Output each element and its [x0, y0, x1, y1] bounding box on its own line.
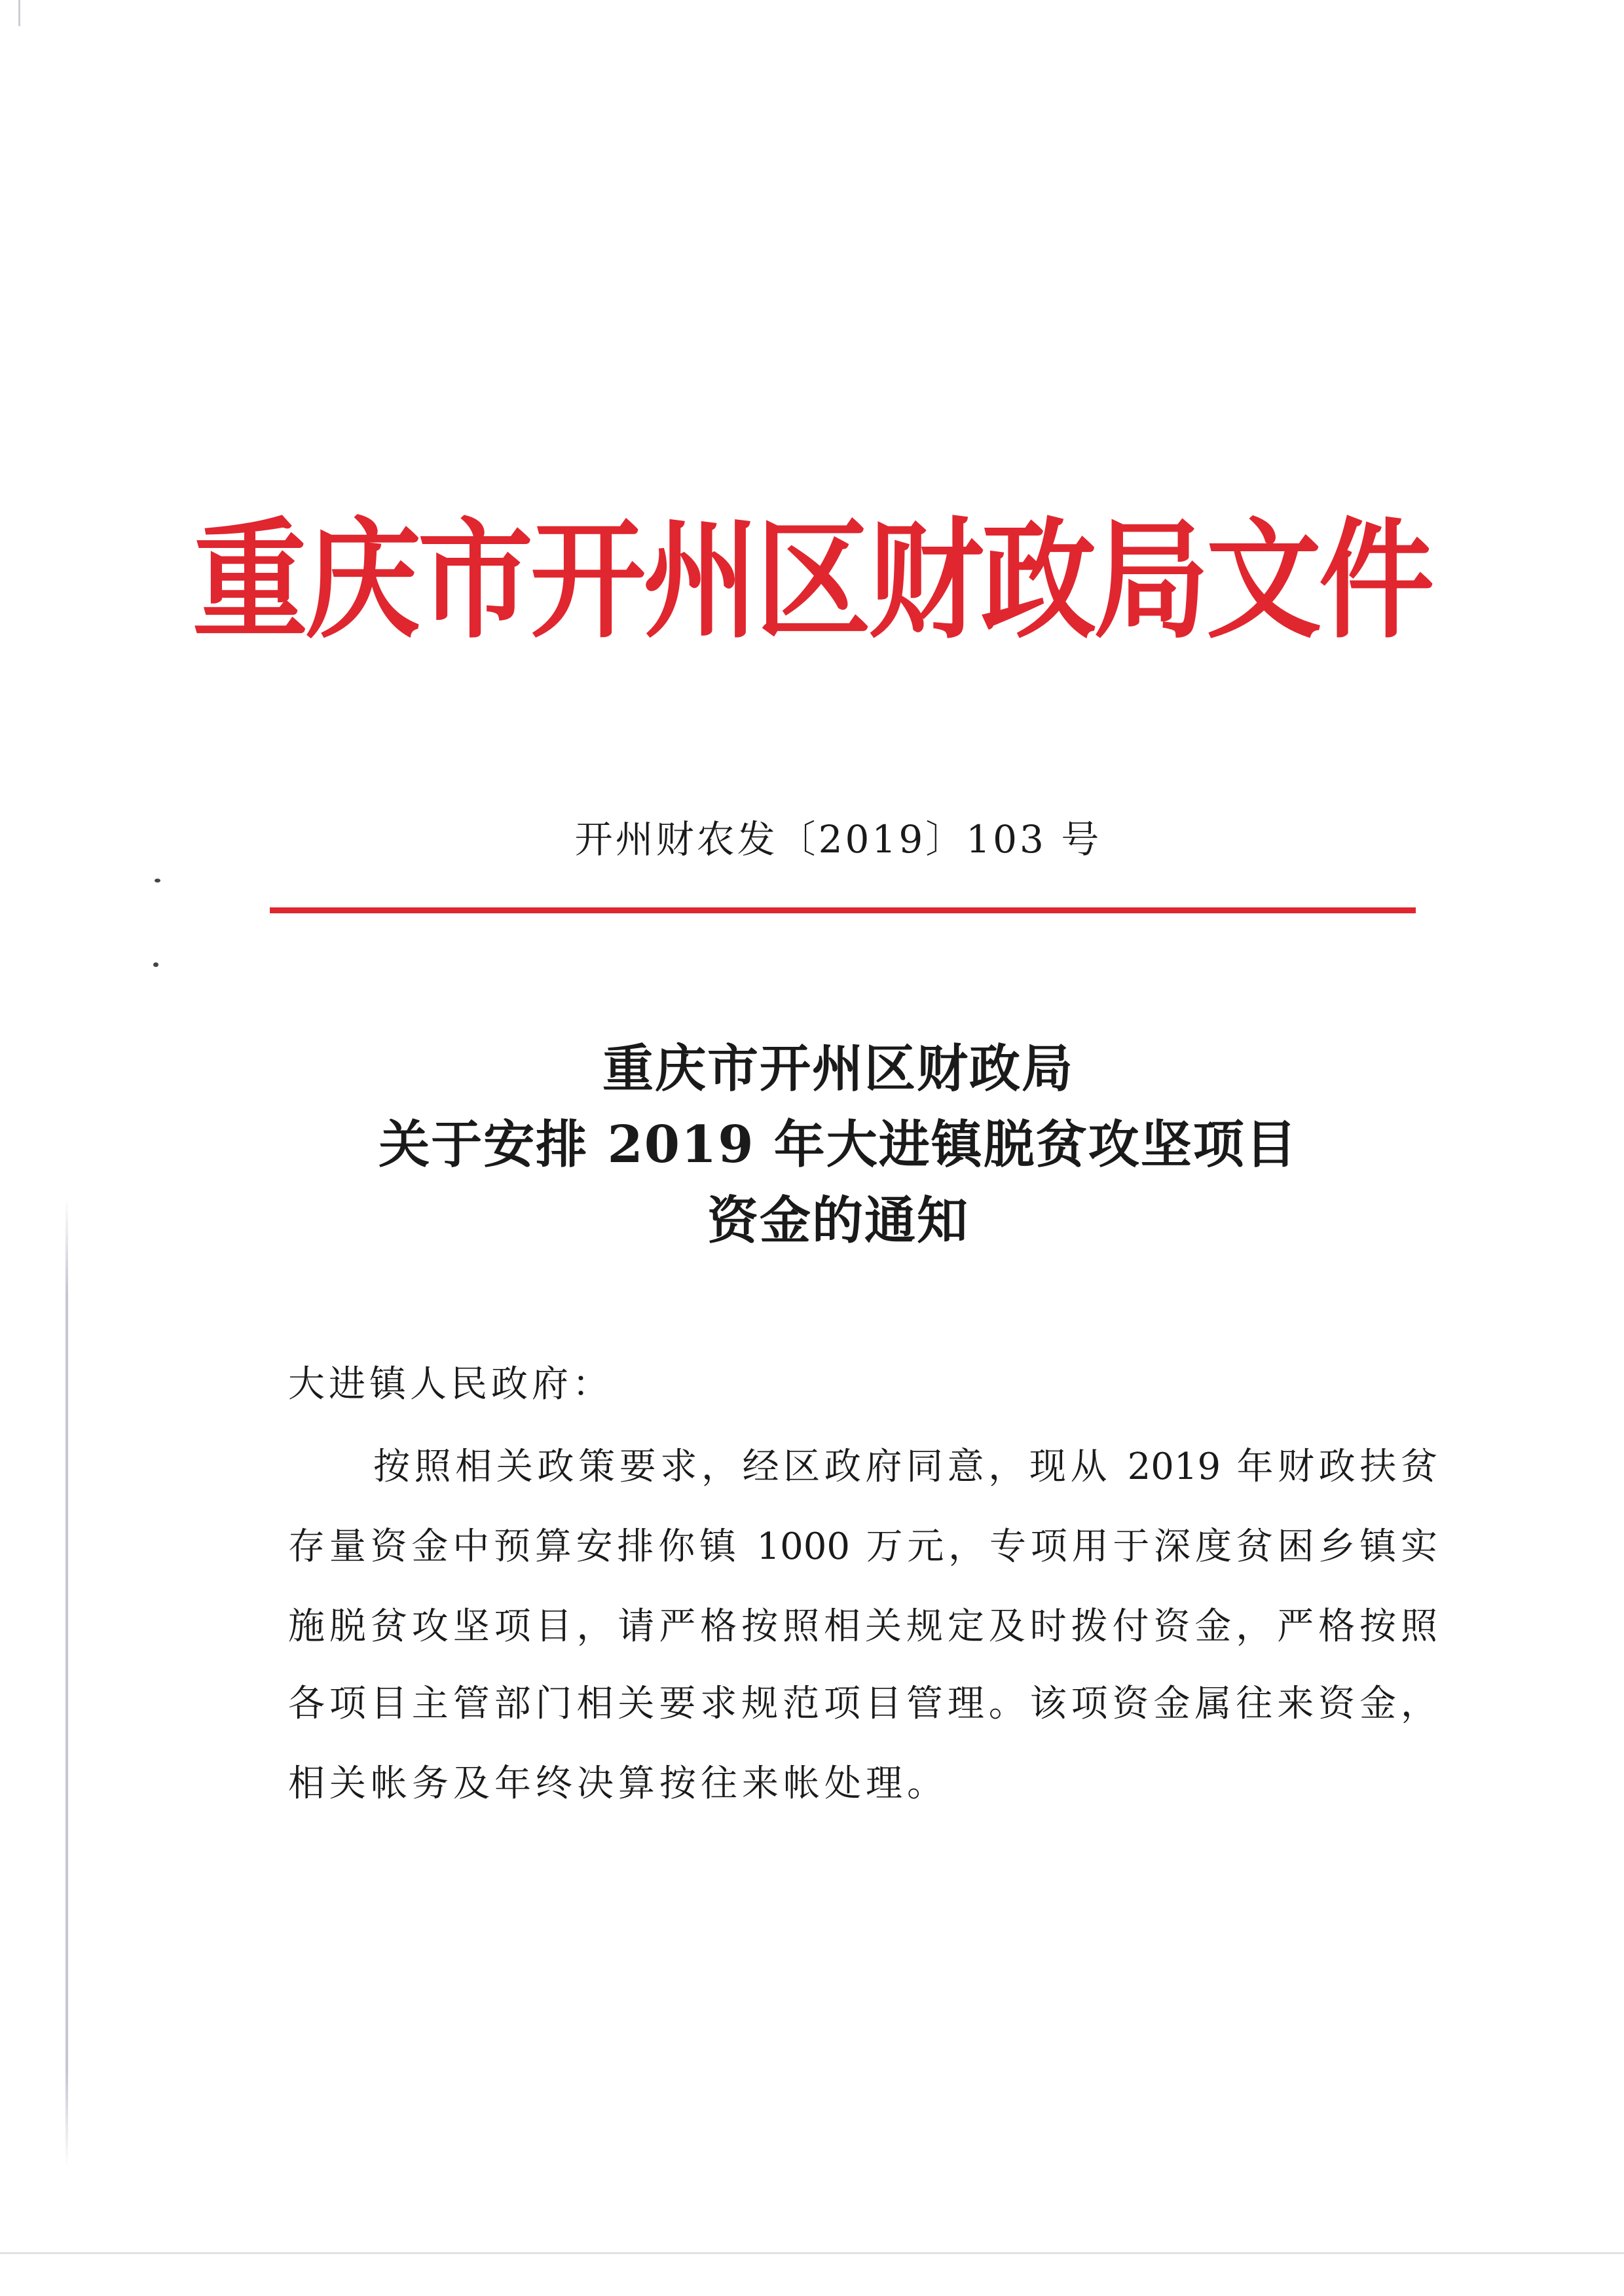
body-paragraph-line: 施脱贫攻坚项目，请严格按照相关规定及时拨付资金，严格按照 — [288, 1605, 1437, 1648]
title-line: 关于安排 2019 年大进镇脱贫攻坚项目 — [378, 1115, 1298, 1175]
scan-edge-mark-top — [18, 0, 20, 26]
salutation: 大进镇人民政府： — [288, 1363, 613, 1406]
scan-speck — [153, 962, 158, 967]
body-paragraph-line: 按照相关政策要求，经区政府同意，现从 2019 年财政扶贫 — [373, 1446, 1437, 1488]
scan-speck — [155, 879, 160, 883]
title-line: 资金的通知 — [707, 1191, 969, 1250]
scan-edge-mark-left — [65, 1198, 68, 2167]
document-masthead: 重庆市开州区财政局文件 — [192, 505, 1431, 657]
body-paragraph-line: 存量资金中预算安排你镇 1000 万元，专项用于深度贫困乡镇实 — [288, 1525, 1437, 1568]
title-line: 重庆市开州区财政局 — [602, 1039, 1074, 1099]
document-title — [0, 1031, 1624, 1259]
scan-edge-mark-bottom — [0, 2252, 1624, 2254]
document-number: 开州财农发〔2019〕103 号 — [574, 817, 1102, 862]
body-paragraph-line: 相关帐务及年终决算按往来帐处理。 — [288, 1762, 948, 1805]
red-divider-line — [270, 907, 1416, 913]
body-paragraph-line: 各项目主管部门相关要求规范项目管理。该项资金属往来资金， — [288, 1683, 1437, 1725]
